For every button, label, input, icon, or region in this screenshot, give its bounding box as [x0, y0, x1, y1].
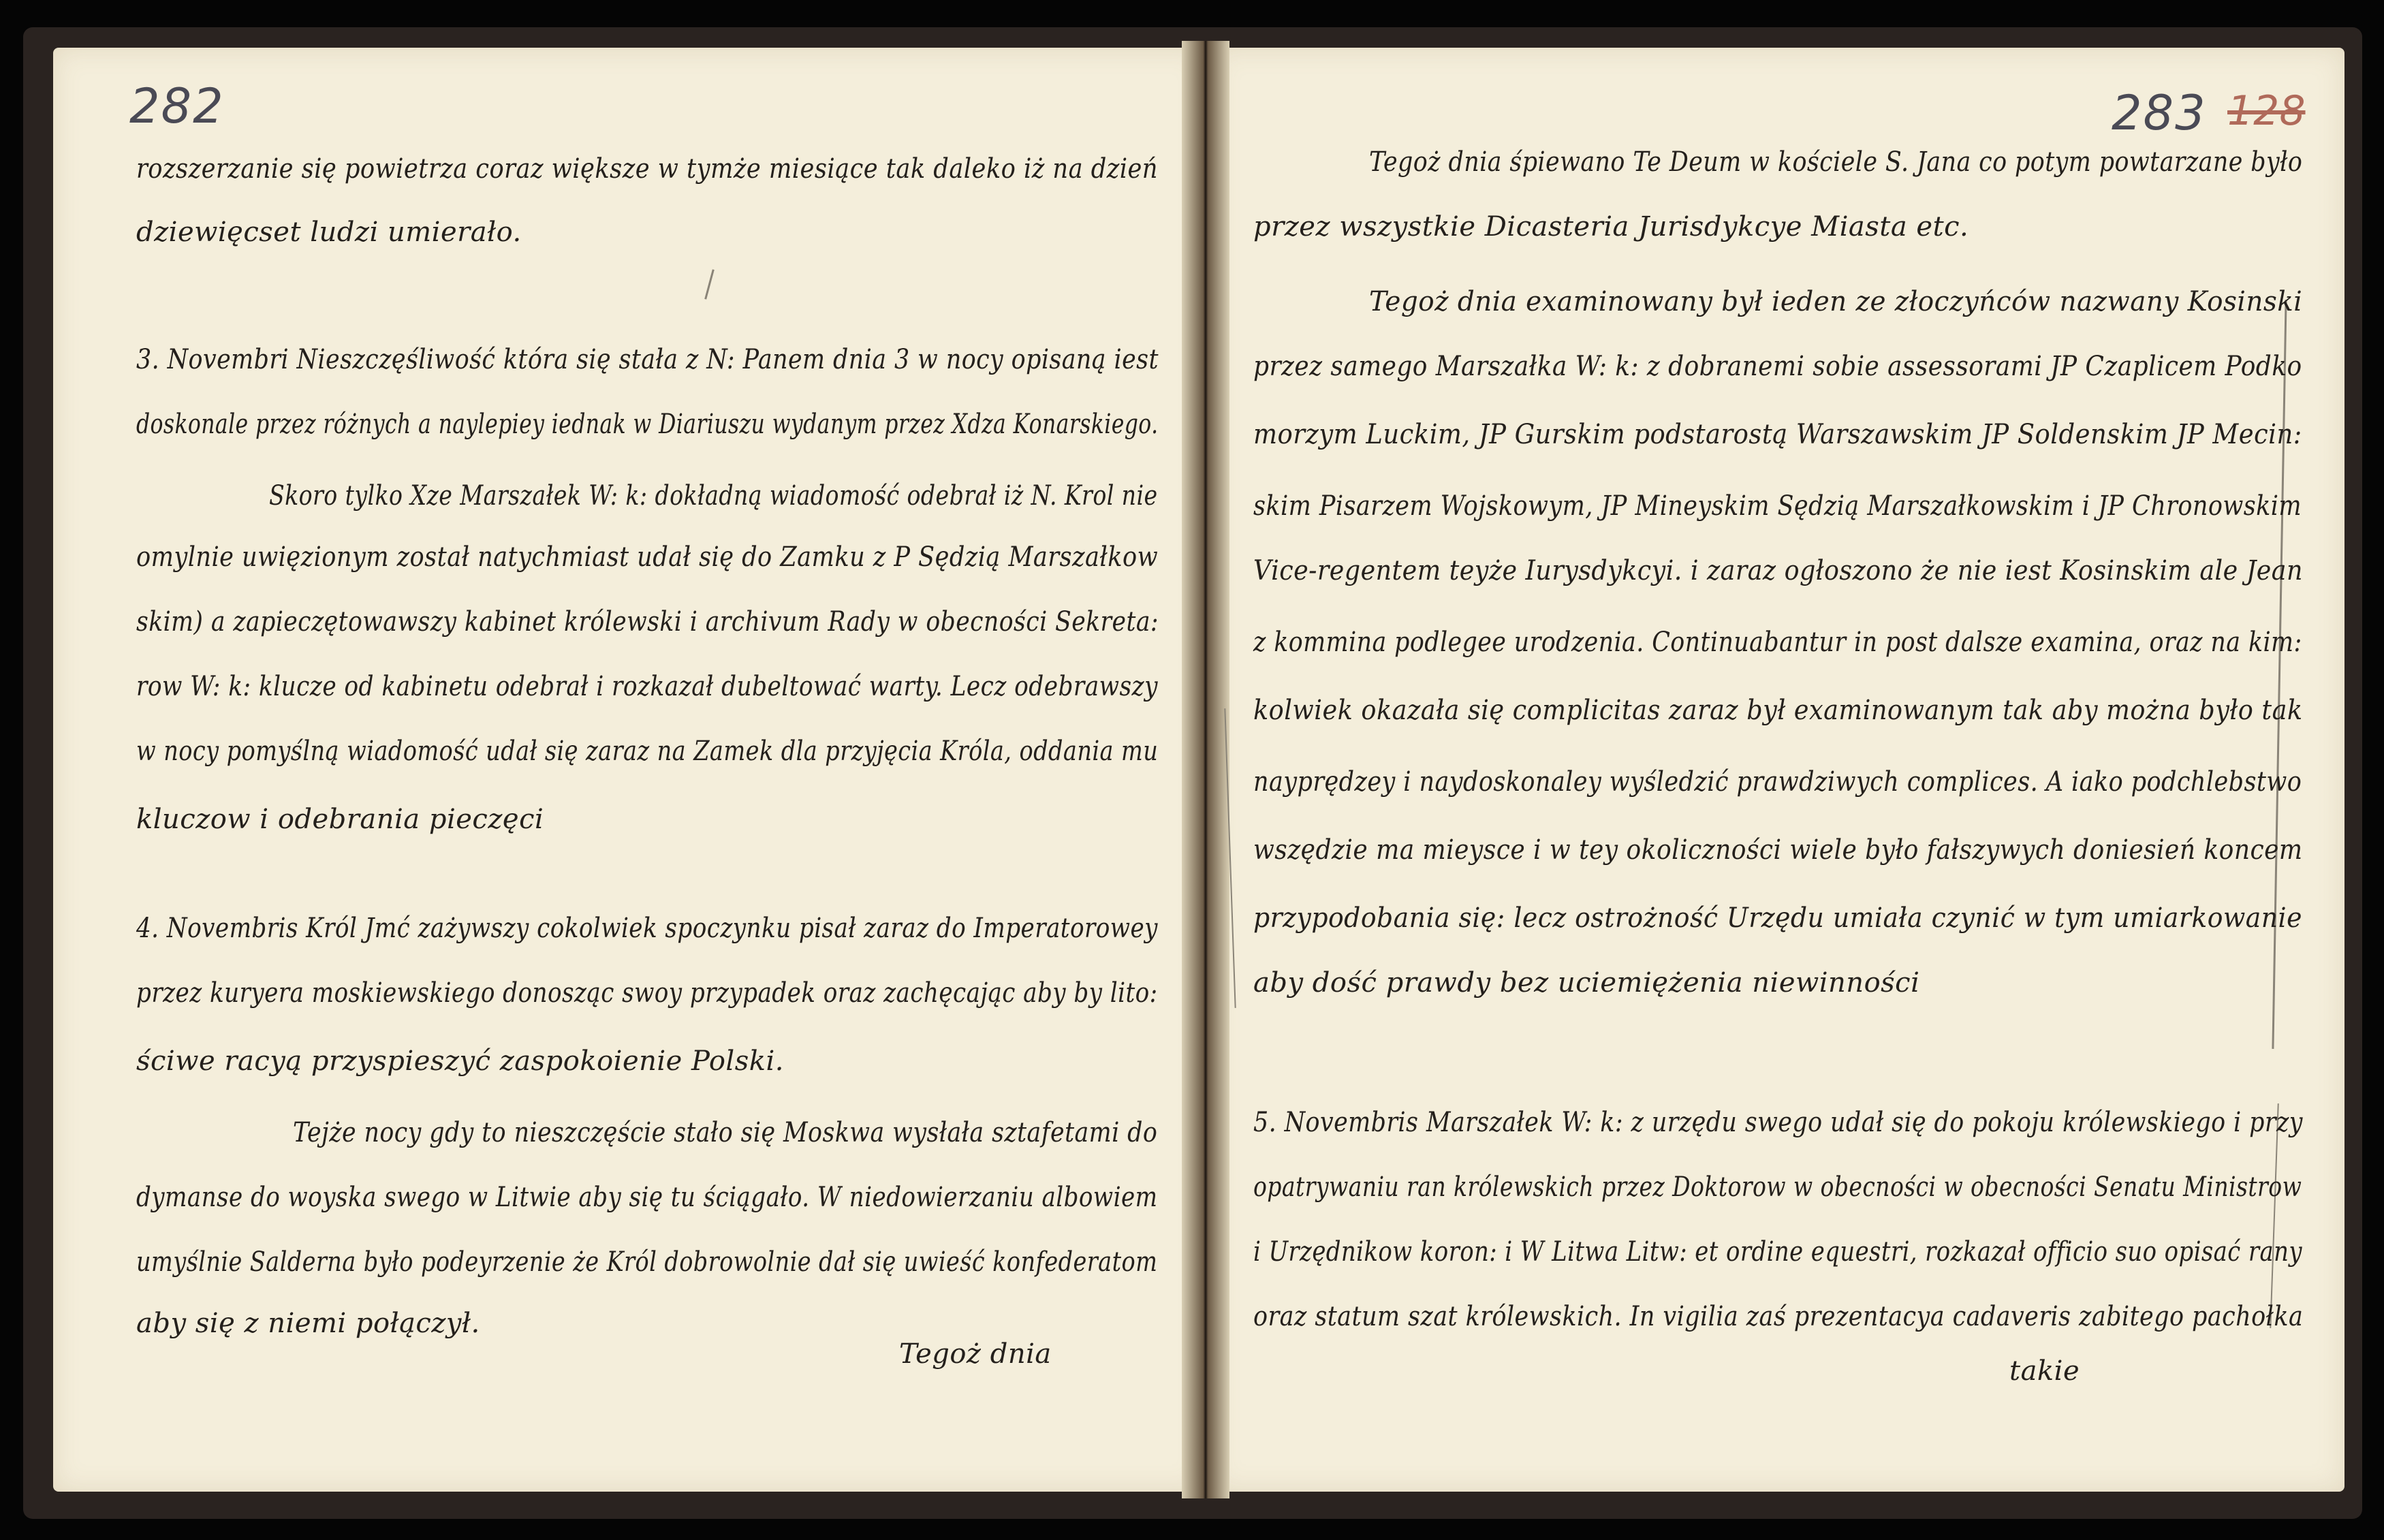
right-text-line: przez wszystkie Dicasteria Jurisdykcye Miasta etc.: [1253, 211, 1969, 242]
left-text-line: row W: k: klucze od kabinetu odebrał i rozkazał dubeltować warty. Lecz odebrawszy: [136, 671, 1158, 702]
right-text-line: nayprędzey i naydoskonaley wyśledzić prawdziwych complices. A iako podchlebstwo: [1253, 766, 2302, 798]
page-number-struck: 128: [2227, 87, 2306, 135]
left-text-line: ściwe racyą przyspieszyć zaspokoienie Polski.: [136, 1046, 784, 1077]
left-text-line: doskonale przez różnych a naylepiey iednak w Diariuszu wydanym przez Xdza Konarskiego.: [136, 409, 1159, 440]
right-text-line: z kommina podlegee urodzenia. Continuabantur in post dalsze examina, oraz na kim:: [1253, 627, 2302, 658]
left-text-line: skim) a zapieczętowawszy kabinet królewski i archivum Rady w obecności Sekreta:: [136, 606, 1159, 638]
left-text-line: Skoro tylko Xze Marszałek W: k: dokładną wiadomość odebrał iż N. Krol nie: [269, 480, 1158, 512]
left-text-line: przez kuryera moskiewskiego donosząc swoy przypadek oraz zachęcając aby by lito:: [136, 977, 1158, 1009]
catchword-right: takie: [2009, 1355, 2080, 1387]
right-text-line: oraz statum szat królewskich. In vigilia zaś prezentacya cadaveris zabitego pachołka: [1253, 1301, 2304, 1332]
right-text-line: Tegoż dnia śpiewano Te Deum w kościele S. Jana co potym powtarzane było: [1369, 146, 2303, 178]
left-text-line: aby się z niemi połączył.: [136, 1308, 480, 1339]
right-text-line: Vice-regentem teyże Iurysdykcyi. i zaraz ogłoszono że nie iest Kosinskim ale Jean: [1253, 555, 2303, 586]
left-text-line: 3. Novembri Nieszczęśliwość która się stała z N: Panem dnia 3 w nocy opisaną iest: [136, 344, 1159, 375]
right-text-line: aby dość prawdy bez uciemiężenia niewinności: [1253, 967, 1920, 999]
right-text-line: przypodobania się: lecz ostrożność Urzędu umiała czynić w tym umiarkowanie: [1253, 902, 2302, 934]
right-text-line: morzym Luckim, JP Gurskim podstarostą Warszawskim JP Soldenskim JP Mecin:: [1253, 419, 2302, 450]
right-text-line: i Urzędnikow koron: i W Litwa Litw: et ordine equestri, rozkazał officio suo opisać rany: [1253, 1236, 2302, 1268]
page-number-left: 282: [129, 78, 225, 134]
left-text-line: umyślnie Salderna było podeyrzenie że Król dobrowolnie dał się uwieść konfederatom: [136, 1246, 1158, 1278]
right-text-line: kolwiek okazała się complicitas zaraz był examinowanym tak aby można było tak: [1253, 695, 2303, 726]
right-text-line: Tegoż dnia examinowany był ieden ze złoczyńców nazwany Kosinski: [1369, 286, 2303, 317]
left-text-line: dymanse do woyska swego w Litwie aby się tu ściągało. W niedowierzaniu albowiem: [136, 1182, 1158, 1213]
catchword-left: Tegoż dnia: [899, 1338, 1052, 1370]
left-text-line: rozszerzanie się powietrza coraz większe w tymże miesiące tak daleko iż na dzień: [136, 153, 1158, 185]
left-text-line: dziewięcset ludzi umierało.: [136, 217, 522, 248]
right-text-line: przez samego Marszałka W: k: z dobranemi sobie assessorami JP Czaplicem Podko: [1253, 351, 2302, 382]
left-text-line: kluczow i odebrania pieczęci: [136, 804, 544, 835]
right-text-line: skim Pisarzem Wojskowym, JP Mineyskim Sędzią Marszałkowskim i JP Chronowskim: [1253, 490, 2302, 522]
right-text-line: 5. Novembris Marszałek W: k: z urzędu swego udał się do pokoju królewskiego i przy: [1253, 1107, 2303, 1138]
left-text-line: Tejże nocy gdy to nieszczęście stało się Moskwa wysłała sztafetami do: [293, 1117, 1158, 1148]
left-text-line: omylnie uwięzionym został natychmiast udał się do Zamku z P Sędzią Marszałkow: [136, 541, 1159, 573]
book-gutter: [1182, 41, 1229, 1498]
right-text-line: opatrywaniu ran królewskich przez Doktorow w obecności w obecności Senatu Ministrow: [1253, 1172, 2302, 1203]
right-text-line: wszędzie ma mieysce i w tey okoliczności wiele było fałszywych doniesień koncem: [1253, 834, 2303, 866]
page-number-right: 283: [2112, 85, 2207, 141]
left-text-line: w nocy pomyślną wiadomość udał się zaraz na Zamek dla przyjęcia Króla, oddania mu: [136, 736, 1159, 767]
left-text-line: 4. Novembris Król Jmć zażywszy cokolwiek spoczynku pisał zaraz do Imperatorowey: [136, 913, 1158, 944]
